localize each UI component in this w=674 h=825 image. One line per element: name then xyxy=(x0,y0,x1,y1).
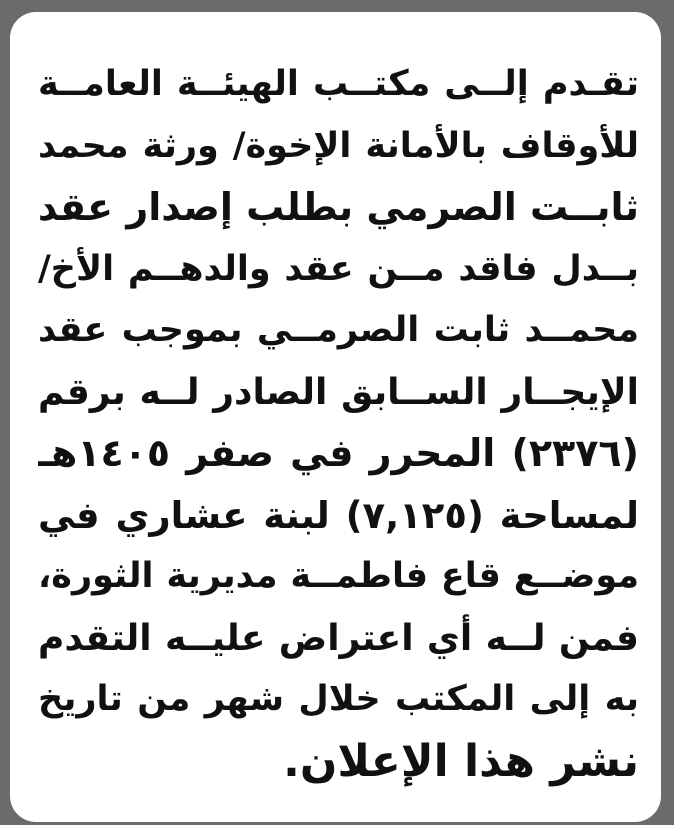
notice-line-11: به إلى المكتب خلال شهر من تاريخ xyxy=(38,679,639,719)
notice-card xyxy=(10,12,661,822)
notice-line-7: (٢٣٧٦) المحرر في صفر ١٤٠٥هـ xyxy=(38,431,639,475)
notice-line-12: نشر هذا الإعلان. xyxy=(283,735,639,787)
notice-line-6: الإيجــار الســابق الصادر لــه برقم xyxy=(38,371,639,413)
notice-line-8: لمساحة (٧,١٢٥) لبنة عشاري في xyxy=(38,493,639,537)
notice-line-5: محمــد ثابت الصرمــي بموجب عقد xyxy=(38,310,639,350)
notice-line-10: فمن لــه أي اعتراض عليــه التقدم xyxy=(38,617,639,659)
notice-line-9: موضــع قاع فاطمــة مديرية الثورة، xyxy=(38,556,639,596)
notice-line-2: للأوقاف بالأمانة الإخوة/ ورثة محمد xyxy=(38,125,639,166)
notice-line-3: ثابــت الصرمي بطلب إصدار عقد xyxy=(38,185,639,229)
notice-text xyxy=(38,54,639,792)
notice-line-1: تقـدم إلــى مكتــب الهيئــة العامــة xyxy=(38,64,639,104)
notice-line-4: بــدل فاقد مــن عقد والدهــم الأخ/ xyxy=(38,248,639,289)
